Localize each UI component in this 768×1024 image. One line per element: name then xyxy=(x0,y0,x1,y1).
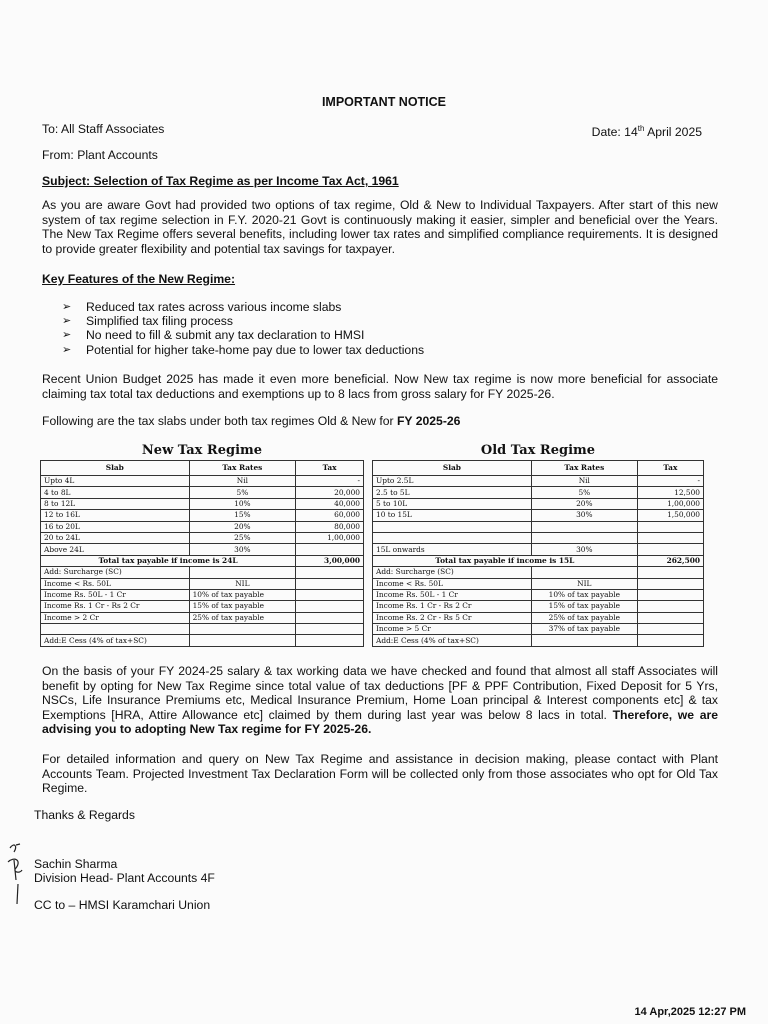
table-row xyxy=(41,487,364,498)
arrow-bullet-icon: ➢ xyxy=(62,343,72,356)
surcharge-rate-cell: 25% of tax payable xyxy=(189,612,296,623)
rate-cell: 15% xyxy=(189,510,296,521)
surcharge-label: Add: Surcharge (SC) xyxy=(41,567,190,578)
slab-cell xyxy=(373,521,532,532)
feature-text: Reduced tax rates across various income slabs xyxy=(86,300,342,314)
table-row xyxy=(41,624,364,635)
basis-paragraph xyxy=(42,664,718,737)
tax-cell: 20,000 xyxy=(296,487,364,498)
table-row xyxy=(373,476,704,487)
cess-row xyxy=(41,635,364,646)
date-sup: th xyxy=(637,124,645,133)
column-header: Tax xyxy=(296,461,364,476)
basis-text: On the basis of your FY 2024-25 salary & tax working data we have checked and found that almost all staff Associates will benefit by opting for New Tax Regime since total value of tax deductions [PF & PPF Contribution, Fixed Deposit for 5 Yrs, NSCs, Life Insurance Premiums etc, Medical Insurance Premium, Home Loan principal & Interest components etc] & tax Exemptions [HRA, Attire Allowance etc] claimed by them during last year was below 8 lacs in total. xyxy=(42,664,718,722)
slab-cell: 2.5 to 5L xyxy=(373,487,532,498)
rate-cell xyxy=(531,532,637,543)
empty-cell xyxy=(531,567,637,578)
rate-cell: 10% xyxy=(189,498,296,509)
signatory-name: Sachin Sharma xyxy=(34,857,118,871)
tax-cell: 1,00,000 xyxy=(296,532,364,543)
feature-text: No need to fill & submit any tax declaration to HMSI xyxy=(86,328,365,343)
rate-cell: 30% xyxy=(189,544,296,555)
empty-cell xyxy=(637,567,703,578)
surcharge-slab-cell: Income < Rs. 50L xyxy=(373,578,532,589)
rate-cell: 20% xyxy=(189,521,296,532)
table-row xyxy=(41,476,364,487)
notice-title: IMPORTANT NOTICE xyxy=(321,95,447,109)
table-row xyxy=(373,612,704,623)
old-regime-table-block xyxy=(372,442,704,647)
table-header-row xyxy=(373,461,704,476)
intro-paragraph: As you are aware Govt had provided two options of tax regime, Old & New to Individual Taxpayers. After start of this new system of tax regime selection in F.Y. 2020-21 Govt is continuously making it easier, simpler and beneficial over the Years. The New Tax Regime offers several benefits, including lower tax rates and simplified compliance requirements. It is designed to provide greater flexibility and potential tax savings for taxpayer. xyxy=(42,198,718,256)
slab-cell: 20 to 24L xyxy=(41,532,190,543)
slab-cell: 4 to 8L xyxy=(41,487,190,498)
slab-cell: Upto 4L xyxy=(41,476,190,487)
table-row xyxy=(373,532,704,543)
column-header: Tax Rates xyxy=(189,461,296,476)
column-header: Slab xyxy=(373,461,532,476)
rate-cell: 5% xyxy=(531,487,637,498)
surcharge-rate-cell xyxy=(189,624,296,635)
contact-paragraph: For detailed information and query on New Tax Regime and assistance in decision making, please contact with Plant Accounts Team. Projected Investment Tax Declaration Form will be collected only from those associates who opt for Old Tax Regime. xyxy=(42,752,718,796)
empty-cell xyxy=(637,612,703,623)
arrow-bullet-icon: ➢ xyxy=(62,315,72,328)
empty-cell xyxy=(296,578,364,589)
feature-text: Potential for higher take-home pay due to lower tax deductions xyxy=(86,342,425,357)
empty-cell xyxy=(531,635,637,646)
cess-label: Add:E Cess (4% of tax+SC) xyxy=(373,635,532,646)
column-header: Slab xyxy=(41,461,190,476)
empty-cell xyxy=(296,601,364,612)
table-row xyxy=(41,578,364,589)
slab-cell: Upto 2.5L xyxy=(373,476,532,487)
table-row xyxy=(41,498,364,509)
old-regime-title: Old Tax Regime xyxy=(480,443,596,458)
slab-cell: 12 to 16L xyxy=(41,510,190,521)
empty-cell xyxy=(296,624,364,635)
feature-item xyxy=(62,343,662,357)
tax-cell: - xyxy=(296,476,364,487)
table-header-row xyxy=(41,461,364,476)
empty-cell xyxy=(296,589,364,600)
scan-timestamp: 14 Apr,2025 12:27 PM xyxy=(634,1006,746,1018)
new-regime-table-block xyxy=(40,442,364,647)
signatory-title: Division Head- Plant Accounts 4F xyxy=(34,871,215,885)
features-list xyxy=(62,300,662,357)
total-value: 3,00,000 xyxy=(296,555,364,566)
surcharge-slab-cell: Income > 2 Cr xyxy=(41,612,190,623)
surcharge-rate-cell: NIL xyxy=(531,578,637,589)
budget-paragraph: Recent Union Budget 2025 has made it even more beneficial. Now New tax regime is now more beneficial for associate claiming tax total tax deductions and exemptions up to 8 lacs from gross salary for FY 2025-26. xyxy=(42,372,718,401)
surcharge-header-row xyxy=(373,567,704,578)
surcharge-slab-cell: Income Rs. 50L - 1 Cr xyxy=(373,589,532,600)
empty-cell xyxy=(637,589,703,600)
table-row xyxy=(41,510,364,521)
cess-label: Add:E Cess (4% of tax+SC) xyxy=(41,635,190,646)
rate-cell: 30% xyxy=(531,544,637,555)
surcharge-rate-cell: 25% of tax payable xyxy=(531,612,637,623)
thanks-line: Thanks & Regards xyxy=(34,808,135,822)
date-suffix: April 2025 xyxy=(644,125,702,140)
tax-cell xyxy=(637,532,703,543)
tax-cell: 40,000 xyxy=(296,498,364,509)
surcharge-slab-cell: Income Rs. 1 Cr - Rs 2 Cr xyxy=(373,601,532,612)
feature-item xyxy=(62,300,662,314)
column-header: Tax Rates xyxy=(531,461,637,476)
empty-cell xyxy=(296,635,364,646)
rate-cell xyxy=(531,521,637,532)
table-row xyxy=(373,624,704,635)
table-row xyxy=(373,544,704,555)
subject-line: Subject: Selection of Tax Regime as per Income Tax Act, 1961 xyxy=(42,174,399,188)
surcharge-slab-cell: Income Rs. 2 Cr - Rs 5 Cr xyxy=(373,612,532,623)
tax-cell: 80,000 xyxy=(296,521,364,532)
surcharge-slab-cell: Income > 5 Cr xyxy=(373,624,532,635)
empty-cell xyxy=(296,567,364,578)
table-row xyxy=(373,487,704,498)
basis-advice: Therefore, we are advising you to adopting New Tax regime for FY 2025-26. xyxy=(42,707,718,737)
slab-cell xyxy=(373,532,532,543)
slab-cell: 10 to 15L xyxy=(373,510,532,521)
total-label: Total tax payable if income is 24L xyxy=(41,555,296,566)
table-row xyxy=(373,510,704,521)
rate-cell: Nil xyxy=(189,476,296,487)
surcharge-slab-cell: Income Rs. 50L - 1 Cr xyxy=(41,589,190,600)
table-row xyxy=(41,601,364,612)
empty-cell xyxy=(637,578,703,589)
tax-cell xyxy=(296,544,364,555)
total-row xyxy=(41,555,364,566)
empty-cell xyxy=(189,635,296,646)
table-row xyxy=(373,589,704,600)
table-row xyxy=(41,612,364,623)
new-regime-title: New Tax Regime xyxy=(141,443,263,458)
slabs-intro-fy: FY 2025-26 xyxy=(396,414,461,428)
to-line: To: All Staff Associates xyxy=(42,122,165,136)
surcharge-rate-cell: 15% of tax payable xyxy=(531,601,637,612)
tax-cell xyxy=(637,544,703,555)
column-header: Tax xyxy=(637,461,703,476)
rate-cell: 20% xyxy=(531,498,637,509)
surcharge-rate-cell: 15% of tax payable xyxy=(189,601,296,612)
tax-cell: - xyxy=(637,476,703,487)
rate-cell: Nil xyxy=(531,476,637,487)
empty-cell xyxy=(637,635,703,646)
handwritten-initials-icon xyxy=(4,840,28,910)
table-row xyxy=(373,521,704,532)
empty-cell xyxy=(296,612,364,623)
empty-cell xyxy=(637,601,703,612)
tax-cell: 12,500 xyxy=(637,487,703,498)
empty-cell xyxy=(637,624,703,635)
table-row xyxy=(41,521,364,532)
date-line xyxy=(592,122,702,140)
cc-line: CC to – HMSI Karamchari Union xyxy=(34,898,211,912)
surcharge-slab-cell: Income Rs. 1 Cr - Rs 2 Cr xyxy=(41,601,190,612)
surcharge-rate-cell: 10% of tax payable xyxy=(531,589,637,600)
surcharge-slab-cell xyxy=(41,624,190,635)
tax-cell: 1,00,000 xyxy=(637,498,703,509)
slabs-intro xyxy=(42,414,460,429)
table-row xyxy=(41,589,364,600)
table-row xyxy=(373,601,704,612)
surcharge-slab-cell: Income < Rs. 50L xyxy=(41,578,190,589)
slabs-intro-text: Following are the tax slabs under both tax regimes Old & New for xyxy=(42,414,397,428)
slab-cell: 5 to 10L xyxy=(373,498,532,509)
feature-item xyxy=(62,328,662,342)
tax-cell: 1,50,000 xyxy=(637,510,703,521)
slab-cell: Above 24L xyxy=(41,544,190,555)
feature-text: Simplified tax filing process xyxy=(86,314,233,329)
cess-row xyxy=(373,635,704,646)
from-line: From: Plant Accounts xyxy=(42,148,158,162)
date-prefix: Date: 14 xyxy=(591,125,638,140)
slab-cell: 15L onwards xyxy=(373,544,532,555)
total-row xyxy=(373,555,704,566)
slab-cell: 16 to 20L xyxy=(41,521,190,532)
old-regime-table xyxy=(372,460,704,647)
empty-cell xyxy=(189,567,296,578)
surcharge-label: Add: Surcharge (SC) xyxy=(373,567,532,578)
tax-cell: 60,000 xyxy=(296,510,364,521)
rate-cell: 5% xyxy=(189,487,296,498)
surcharge-rate-cell: 10% of tax payable xyxy=(189,589,296,600)
table-row xyxy=(373,578,704,589)
arrow-bullet-icon: ➢ xyxy=(62,329,72,342)
features-heading: Key Features of the New Regime: xyxy=(42,272,236,286)
arrow-bullet-icon: ➢ xyxy=(62,301,72,313)
rate-cell: 25% xyxy=(189,532,296,543)
feature-item xyxy=(62,314,662,328)
table-row xyxy=(373,498,704,509)
slab-cell: 8 to 12L xyxy=(41,498,190,509)
surcharge-header-row xyxy=(41,567,364,578)
rate-cell: 30% xyxy=(531,510,637,521)
surcharge-rate-cell: 37% of tax payable xyxy=(531,624,637,635)
total-label: Total tax payable if income is 15L xyxy=(373,555,638,566)
table-row xyxy=(41,532,364,543)
surcharge-rate-cell: NIL xyxy=(189,578,296,589)
table-row xyxy=(41,544,364,555)
total-value: 262,500 xyxy=(637,555,703,566)
tax-cell xyxy=(637,521,703,532)
new-regime-table xyxy=(40,460,364,647)
